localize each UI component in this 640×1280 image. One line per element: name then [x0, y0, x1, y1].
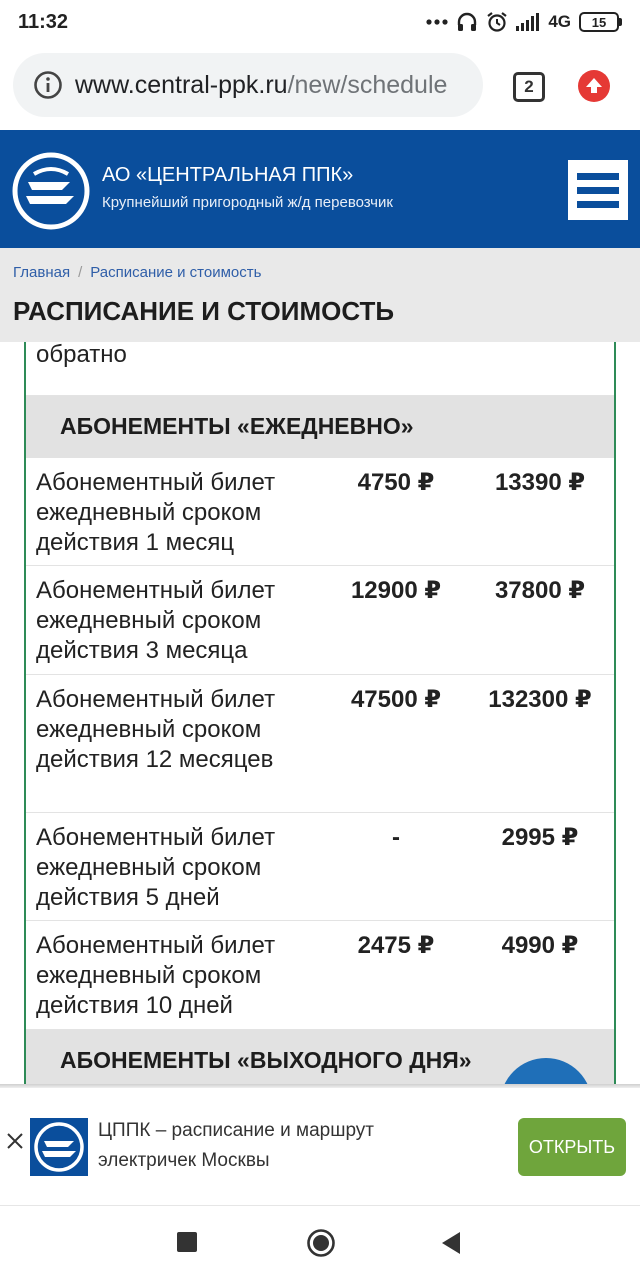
url-host: www.central-ppk.ru — [75, 70, 288, 99]
app-banner-text: ЦППК – расписание и маршрут электричек Москвы — [98, 1120, 375, 1171]
ticket-description: Абонементный билет ежедневный сроком действия 1 месяц — [36, 469, 276, 556]
address-bar[interactable] — [13, 53, 483, 117]
network-type: 4G — [548, 12, 571, 31]
menu-icon[interactable] — [568, 160, 628, 220]
battery-icon — [579, 12, 622, 32]
section-title: АБОНЕМЕНТЫ «ЕЖЕДНЕВНО» — [60, 413, 414, 439]
price-col-2: 13390 ₽ — [494, 469, 586, 496]
browser-toolbar — [0, 44, 640, 130]
page-title: РАСПИСАНИЕ И СТОИМОСТЬ — [13, 296, 395, 326]
price-col-1: 47500 ₽ — [350, 686, 442, 713]
arrow-up-icon — [584, 76, 604, 96]
breadcrumb-area — [0, 248, 640, 342]
price-col-2: 4990 ₽ — [501, 932, 579, 959]
home-circle-icon[interactable] — [306, 1228, 336, 1258]
price-table[interactable] — [24, 342, 616, 1088]
url-text[interactable] — [75, 71, 447, 100]
recents-square-icon[interactable] — [177, 1232, 197, 1252]
breadcrumb-separator: / — [78, 264, 83, 281]
open-app-button[interactable]: ОТКРЫТЬ — [518, 1118, 626, 1176]
url-path: /new/schedule — [287, 70, 448, 99]
table-row — [26, 458, 614, 566]
update-arrow-icon[interactable] — [578, 70, 610, 102]
table-row — [26, 813, 614, 921]
battery-level: 15 — [591, 14, 607, 30]
close-icon[interactable] — [6, 1132, 24, 1150]
status-time: 11:32 — [18, 10, 69, 33]
table-row — [26, 921, 614, 1030]
more-dots-icon — [426, 19, 448, 25]
ticket-description: обратно — [36, 342, 127, 368]
status-bar — [0, 0, 640, 44]
app-banner — [0, 1088, 640, 1206]
signal-icon — [516, 13, 540, 31]
brand-tagline: Крупнейший пригородный ж/д перевозчик — [102, 194, 393, 211]
info-icon[interactable] — [33, 70, 63, 100]
section-title: АБОНЕМЕНТЫ «ВЫХОДНОГО ДНЯ» — [60, 1047, 472, 1073]
price-col-1: 2475 ₽ — [357, 932, 435, 959]
price-col-1: 12900 ₽ — [350, 577, 442, 604]
table-row — [26, 675, 614, 813]
price-col-1: 4750 ₽ — [357, 469, 435, 496]
brand-name: АО «ЦЕНТРАЛЬНАЯ ППК» — [102, 164, 354, 186]
headphones-icon — [456, 11, 478, 33]
table-row-partial — [26, 342, 614, 396]
price-col-2: 37800 ₽ — [494, 577, 586, 604]
breadcrumb — [13, 264, 261, 281]
ticket-description: Абонементный билет ежедневный сроком действия 12 месяцев — [36, 686, 276, 773]
ticket-description: Абонементный билет ежедневный сроком действия 3 месяца — [36, 577, 276, 664]
tabs-icon[interactable] — [513, 72, 545, 102]
price-col-2: 2995 ₽ — [501, 824, 579, 851]
back-triangle-icon[interactable] — [440, 1230, 462, 1256]
site-header — [0, 130, 640, 248]
tab-count: 2 — [524, 77, 534, 96]
alarm-icon — [486, 11, 508, 33]
section-daily — [26, 396, 614, 458]
status-icons — [426, 11, 622, 33]
price-col-1: - — [392, 824, 400, 851]
price-col-2: 132300 ₽ — [488, 686, 592, 713]
app-logo-icon — [30, 1118, 88, 1176]
system-nav-bar — [0, 1206, 640, 1280]
breadcrumb-home[interactable]: Главная — [13, 264, 71, 281]
logo-icon[interactable] — [12, 152, 90, 230]
breadcrumb-current[interactable]: Расписание и стоимость — [90, 264, 262, 281]
table-row — [26, 566, 614, 675]
ticket-description: Абонементный билет ежедневный сроком действия 5 дней — [36, 824, 276, 911]
ticket-description: Абонементный билет ежедневный сроком действия 10 дней — [36, 932, 276, 1019]
